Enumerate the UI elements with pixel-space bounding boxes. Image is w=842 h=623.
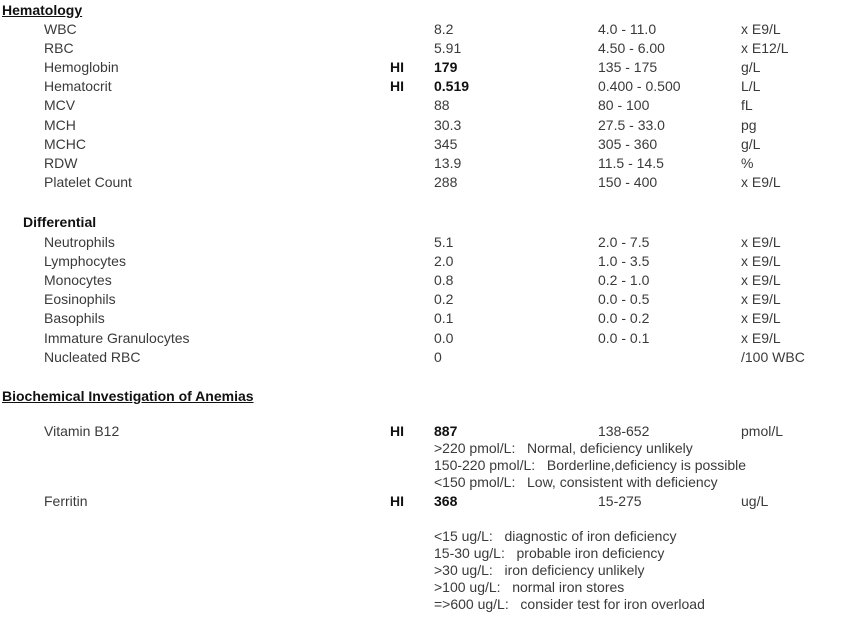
- result-value: 345: [434, 135, 458, 152]
- reference-range: 27.5 - 33.0: [598, 116, 665, 133]
- result-unit: x E9/L: [741, 329, 781, 346]
- test-name: MCH: [44, 116, 76, 133]
- test-name: Eosinophils: [44, 291, 116, 308]
- interpretation-note: [434, 596, 705, 612]
- result-value: 30.3: [434, 116, 462, 133]
- result-value: 5.91: [434, 40, 462, 57]
- test-name: Monocytes: [44, 272, 112, 289]
- result-unit: x E12/L: [741, 40, 789, 57]
- reference-range: 305 - 360: [598, 135, 658, 152]
- reference-range: 135 - 175: [598, 59, 658, 76]
- note-threshold: 15-30 ug/L:: [434, 545, 505, 561]
- section-title-anemia: Biochemical Investigation of Anemias: [2, 388, 254, 404]
- test-name: Nucleated RBC: [44, 348, 141, 365]
- result-value: 887: [434, 423, 458, 439]
- test-name: Hematocrit: [44, 78, 112, 95]
- test-name: MCHC: [44, 135, 86, 152]
- result-value: 0.0: [434, 329, 454, 346]
- reference-range: 0.0 - 0.2: [598, 310, 650, 327]
- result-value: 8.2: [434, 21, 454, 37]
- test-name: Lymphocytes: [44, 253, 126, 270]
- result-unit: pg: [741, 116, 757, 133]
- interpretation-note: [434, 579, 624, 595]
- result-unit: fL: [741, 97, 753, 114]
- result-unit: pmol/L: [741, 423, 784, 439]
- note-threshold: 150-220 pmol/L:: [434, 457, 536, 473]
- test-name: Ferritin: [44, 493, 88, 509]
- note-text: normal iron stores: [512, 579, 625, 595]
- result-unit: %: [741, 154, 754, 171]
- abnormal-flag: HI: [390, 493, 404, 509]
- reference-range: 4.0 - 11.0: [598, 21, 657, 37]
- test-name: Basophils: [44, 310, 105, 327]
- reference-range: 1.0 - 3.5: [598, 253, 650, 270]
- test-name: MCV: [44, 97, 76, 114]
- reference-range: 0.0 - 0.5: [598, 291, 650, 308]
- result-unit: x E9/L: [741, 291, 781, 308]
- test-name: WBC: [44, 21, 77, 37]
- note-text: consider test for iron overload: [520, 596, 705, 612]
- abnormal-flag: HI: [390, 423, 404, 439]
- interpretation-note: [434, 440, 693, 456]
- result-value: 0.8: [434, 272, 454, 289]
- result-value: 288: [434, 173, 458, 190]
- abnormal-flag: HI: [390, 59, 404, 76]
- result-value: 5.1: [434, 234, 454, 250]
- test-name: RDW: [44, 154, 78, 171]
- reference-range: 4.50 - 6.00: [598, 40, 665, 57]
- result-unit: ug/L: [741, 493, 769, 509]
- test-name: Hemoglobin: [44, 59, 119, 76]
- result-value: 179: [434, 59, 458, 76]
- result-unit: x E9/L: [741, 234, 781, 250]
- subsection-title-differential: Differential: [23, 214, 97, 230]
- note-threshold: <150 pmol/L:: [434, 474, 516, 490]
- interpretation-note: [434, 457, 746, 473]
- result-value: 88: [434, 97, 450, 114]
- note-text: Normal, deficiency unlikely: [527, 440, 693, 456]
- test-name: Platelet Count: [44, 173, 132, 190]
- note-text: iron deficiency unlikely: [504, 562, 645, 578]
- result-value: 368: [434, 493, 458, 509]
- result-unit: g/L: [741, 59, 761, 76]
- reference-range: 80 - 100: [598, 97, 650, 114]
- result-unit: g/L: [741, 135, 761, 152]
- note-text: Borderline,deficiency is possible: [546, 457, 747, 473]
- note-text: diagnostic of iron deficiency: [504, 528, 677, 544]
- section-title-hematology: Hematology: [2, 2, 83, 18]
- interpretation-note: [434, 474, 718, 490]
- note-threshold: >30 ug/L:: [434, 562, 493, 578]
- result-value: 0.1: [434, 310, 454, 327]
- result-value: 2.0: [434, 253, 454, 270]
- note-text: probable iron deficiency: [516, 545, 665, 561]
- reference-range: 0.400 - 0.500: [598, 78, 681, 95]
- result-value: 0.2: [434, 291, 454, 308]
- test-name: Neutrophils: [44, 234, 115, 250]
- reference-range: 0.2 - 1.0: [598, 272, 650, 289]
- test-name: Immature Granulocytes: [44, 329, 190, 346]
- reference-range: 2.0 - 7.5: [598, 234, 650, 250]
- result-unit: x E9/L: [741, 310, 781, 327]
- test-name: RBC: [44, 40, 74, 57]
- note-threshold: >100 ug/L:: [434, 579, 501, 595]
- interpretation-note: [434, 545, 664, 561]
- result-unit: /100 WBC: [741, 348, 805, 365]
- reference-range: 0.0 - 0.1: [598, 329, 650, 346]
- interpretation-note: [434, 562, 645, 578]
- interpretation-note: [434, 528, 676, 544]
- result-value: 0.519: [434, 78, 470, 95]
- reference-range: 150 - 400: [598, 173, 658, 190]
- reference-range: 11.5 - 14.5: [598, 154, 664, 171]
- result-unit: x E9/L: [741, 21, 781, 37]
- reference-range: 15-275: [598, 493, 642, 509]
- note-threshold: =>600 ug/L:: [434, 596, 509, 612]
- result-unit: x E9/L: [741, 272, 781, 289]
- note-threshold: >220 pmol/L:: [434, 440, 516, 456]
- result-unit: x E9/L: [741, 173, 781, 190]
- test-name: Vitamin B12: [44, 423, 120, 439]
- result-unit: x E9/L: [741, 253, 781, 270]
- abnormal-flag: HI: [390, 78, 404, 95]
- note-threshold: <15 ug/L:: [434, 528, 493, 544]
- result-value: 13.9: [434, 154, 462, 171]
- note-text: Low, consistent with deficiency: [527, 474, 718, 490]
- result-value: 0: [434, 348, 442, 365]
- result-unit: L/L: [741, 78, 761, 95]
- reference-range: 138-652: [598, 423, 650, 439]
